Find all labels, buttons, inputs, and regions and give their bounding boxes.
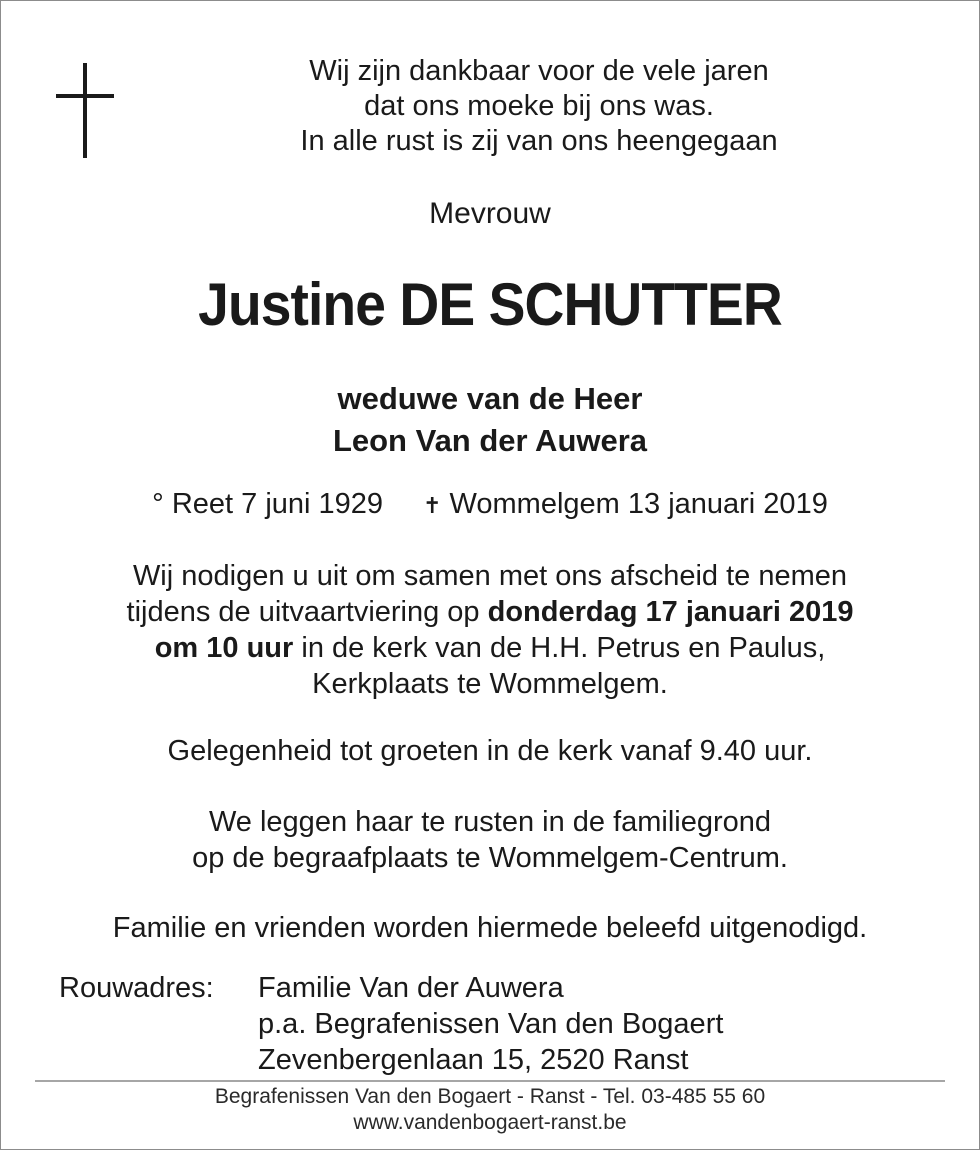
footer-divider <box>35 1080 945 1082</box>
verse-line: In alle rust is zij van ons heengegaan <box>300 125 778 157</box>
burial-line: op de begraafplaats te Wommelgem-Centrum. <box>192 842 788 874</box>
footer <box>0 1084 980 1136</box>
birth-date: ° Reet 7 juni 1929 <box>152 488 384 520</box>
life-dates <box>0 484 980 526</box>
footer-website: www.vandenbogaert-ranst.be <box>353 1111 627 1134</box>
greeting-note: Gelegenheid tot groeten in de kerk vanaf 9.40 uur. <box>167 735 813 767</box>
invite-line <box>0 630 980 666</box>
honorific: Mevrouw <box>429 197 551 230</box>
family-note: Familie en vrienden worden hiermede beleefd uitgenodigd. <box>112 912 868 944</box>
burial-note <box>0 804 980 876</box>
funeral-time: om 10 uur <box>154 632 294 664</box>
invite-text: tijdens de uitvaartviering op <box>126 596 488 628</box>
funeral-invitation <box>0 558 980 702</box>
address-line: p.a. Begrafenissen Van den Bogaert <box>258 1008 724 1040</box>
deceased-name: Justine DE SCHUTTER <box>198 271 782 338</box>
footer-contact: Begrafenissen Van den Bogaert - Ranst - Tel. 03-485 55 60 <box>214 1085 766 1108</box>
address-line: Zevenbergenlaan 15, 2520 Ranst <box>258 1044 689 1076</box>
invite-line <box>0 594 980 630</box>
widow-line: weduwe van de Heer <box>337 381 643 416</box>
dagger-icon: ✝ <box>423 493 442 518</box>
invite-text: in de kerk van de H.H. Petrus en Paulus, <box>293 632 826 664</box>
widow-of <box>0 378 980 462</box>
verse-line: dat ons moeke bij ons was. <box>364 90 714 122</box>
funeral-date: donderdag 17 januari 2019 <box>487 596 854 628</box>
verse <box>0 54 980 159</box>
address-label: Rouwadres: <box>59 972 214 1004</box>
burial-line: We leggen haar te rusten in de familiegrond <box>208 806 772 838</box>
widow-line: Leon Van der Auwera <box>332 423 648 458</box>
address-line: Familie Van der Auwera <box>258 972 564 1004</box>
verse-line: Wij zijn dankbaar voor de vele jaren <box>309 55 769 87</box>
mourning-address <box>258 970 723 1078</box>
invite-line: Kerkplaats te Wommelgem. <box>312 668 668 700</box>
death-date: Wommelgem 13 januari 2019 <box>449 488 828 520</box>
invite-line: Wij nodigen u uit om samen met ons afscheid te nemen <box>132 560 848 592</box>
